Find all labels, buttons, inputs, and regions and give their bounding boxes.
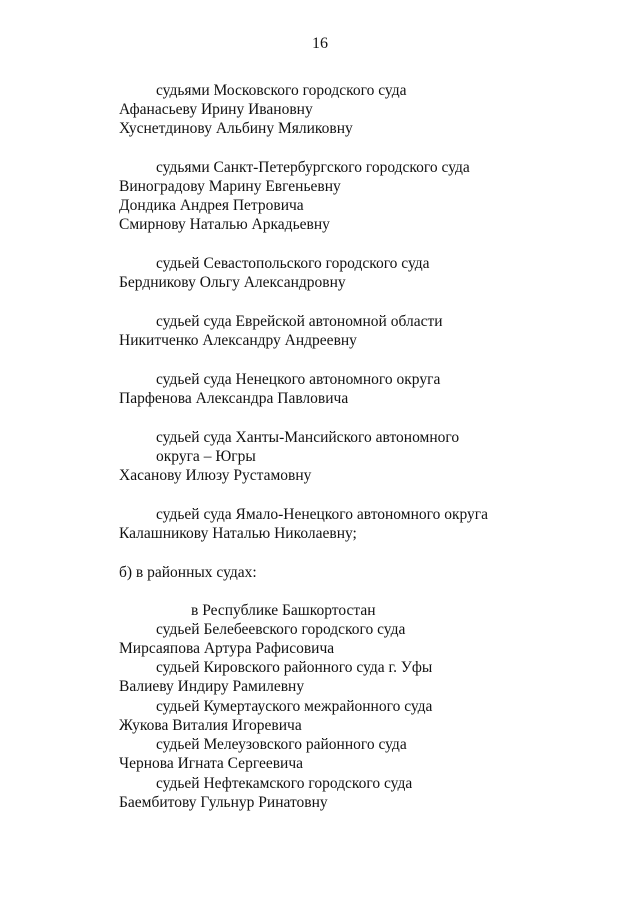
judge-name: Калашникову Наталью Николаевну; [119,525,357,542]
judge-name: Никитченко Александру Андреевну [119,332,357,349]
region-heading: в Республике Башкортостан [191,602,376,619]
court-heading: судьей Мелеузовского районного суда [156,736,407,753]
judge-name: Смирнову Наталью Аркадьевну [119,216,330,233]
court-heading: судьей суда Ханты-Мансийского автономного [156,429,460,446]
judge-name: Мирсаяпова Артура Рафисовича [119,640,335,657]
judge-name: Баембитову Гульнур Ринатовну [119,794,328,811]
judge-name: Хуснетдинову Альбину Мяликовну [119,120,353,137]
judge-name: Парфенова Александра Павловича [119,390,349,407]
judge-name: Валиеву Индиру Рамилевну [119,678,305,695]
court-heading: судьями Московского городского суда [156,82,407,99]
court-heading-continuation: округа – Югры [156,448,256,465]
court-heading: судьей суда Еврейской автономной области [156,313,443,330]
judge-name: Виноградову Марину Евгеньевну [119,178,341,195]
judge-name: Дондика Андрея Петровича [119,197,304,214]
court-heading: судьей Белебеевского городского суда [156,621,406,638]
court-heading: судьей Севастопольского городского суда [156,255,430,272]
section-b-title: б) в районных судах: [119,564,257,581]
court-heading: судьей Нефтекамского городского суда [156,775,413,792]
court-heading: судьей Кировского районного суда г. Уфы [156,659,433,676]
court-heading: судьей Кумертауского межрайонного суда [156,698,433,715]
judge-name: Жукова Виталия Игоревича [119,717,302,734]
court-heading: судьей суда Ненецкого автономного округа [156,371,441,388]
judge-name: Чернова Игната Сергеевича [119,755,304,772]
judge-name: Афанасьеву Ирину Ивановну [119,101,313,118]
court-heading: судьей суда Ямало-Ненецкого автономного округа [156,506,489,523]
judge-name: Хасанову Илюзу Рустамовну [119,467,312,484]
judge-name: Бердникову Ольгу Александровну [119,274,346,291]
court-heading: судьями Санкт-Петербургского городского суда [156,159,470,176]
page-number: 16 [312,35,328,52]
